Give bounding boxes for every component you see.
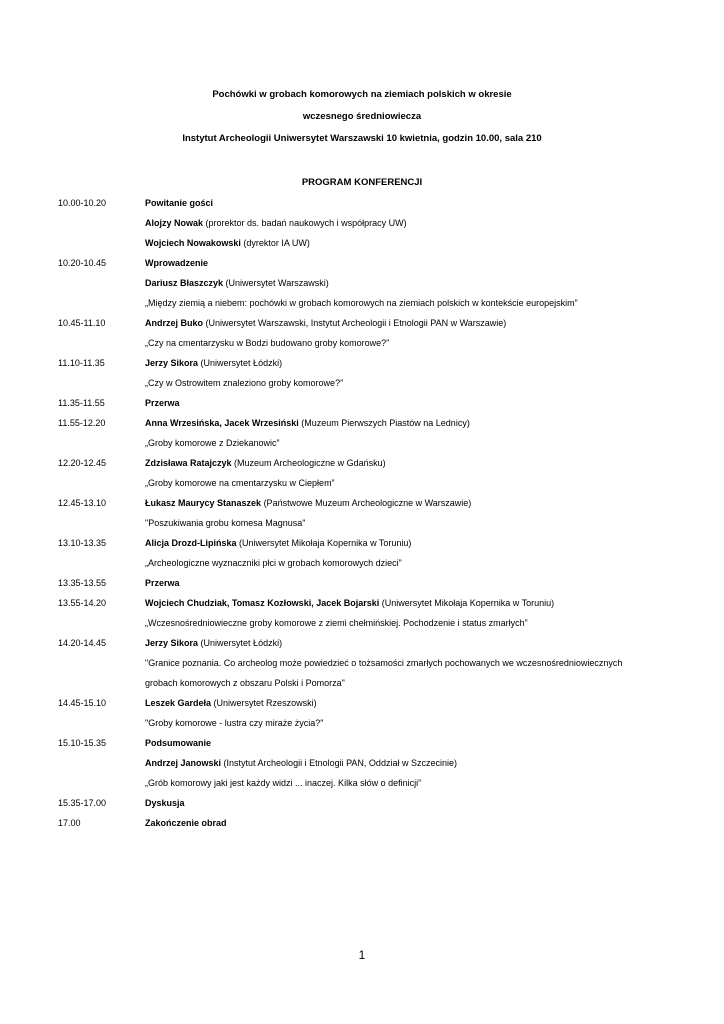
schedule-time: 17.00 [58, 818, 81, 828]
schedule-entry [145, 793, 185, 813]
entry-text: „Czy na cmentarzysku w Bodzi budowano groby komorowe?” [145, 338, 390, 348]
schedule-entry [145, 633, 282, 653]
schedule-row [0, 393, 724, 413]
entry-heading: Podsumowanie [145, 738, 212, 748]
schedule-time: 11.10-11.35 [58, 358, 105, 368]
schedule-row [0, 653, 724, 673]
schedule-entry [145, 533, 411, 553]
schedule-row [0, 273, 724, 293]
entry-text: „Czy w Ostrowitem znaleziono groby komorowe?” [145, 378, 344, 388]
program-title: PROGRAM KONFERENCJI [301, 177, 423, 188]
schedule-entry [145, 413, 470, 433]
schedule-entry [145, 453, 386, 473]
entry-text: „Wczesnośredniowieczne groby komorowe z ziemi chełmińskiej. Pochodzenie i status zmarłych” [145, 618, 528, 628]
schedule-row [0, 333, 724, 353]
entry-text: (Uniwersytet Warszawski, Instytut Archeologii i Etnologii PAN w Warszawie) [203, 318, 507, 328]
schedule-row [0, 313, 724, 333]
schedule-entry [145, 673, 345, 693]
entry-text: (Muzeum Pierwszych Piastów na Lednicy) [298, 418, 470, 428]
schedule-row [0, 593, 724, 613]
schedule-list [0, 193, 724, 833]
schedule-entry [145, 753, 457, 773]
entry-text: (Uniwersytet Warszawski) [223, 278, 329, 288]
schedule-time: 12.45-13.10 [58, 498, 107, 508]
schedule-row [0, 213, 724, 233]
schedule-row [0, 433, 724, 453]
schedule-time: 12.20-12.45 [58, 458, 107, 468]
schedule-entry [145, 653, 622, 673]
schedule-row [0, 553, 724, 573]
entry-heading: Wprowadzenie [145, 258, 209, 268]
entry-heading: Dariusz Błaszczyk [145, 278, 224, 288]
schedule-row [0, 733, 724, 753]
schedule-row [0, 293, 724, 313]
entry-text: (Instytut Archeologii i Etnologii PAN, Oddział w Szczecinie) [221, 758, 457, 768]
entry-heading: Anna Wrzesińska, Jacek Wrzesiński [145, 418, 299, 428]
page-number: 1 [358, 948, 366, 962]
entry-heading: Przerwa [145, 398, 180, 408]
schedule-row [0, 813, 724, 833]
entry-heading: Łukasz Maurycy Stanaszek [145, 498, 262, 508]
schedule-row [0, 473, 724, 493]
schedule-entry [145, 393, 180, 413]
entry-heading: Przerwa [145, 578, 180, 588]
schedule-entry [145, 493, 471, 513]
document-header [0, 84, 724, 150]
schedule-time: 10.45-11.10 [58, 318, 106, 328]
schedule-time: 13.10-13.35 [58, 538, 107, 548]
entry-heading: Zdzisława Ratajczyk [145, 458, 232, 468]
schedule-time: 11.35-11.55 [58, 398, 105, 408]
entry-text: "Poszukiwania grobu komesa Magnusa" [145, 518, 306, 528]
schedule-row [0, 613, 724, 633]
schedule-time: 15.35-17.00 [58, 798, 107, 808]
schedule-time: 14.45-15.10 [58, 698, 107, 708]
schedule-entry [145, 293, 578, 313]
schedule-entry [145, 773, 421, 793]
schedule-time: 13.35-13.55 [58, 578, 107, 588]
entry-heading: Wojciech Chudziak, Tomasz Kozłowski, Jacek Bojarski [145, 598, 380, 608]
entry-text: (Muzeum Archeologiczne w Gdańsku) [231, 458, 386, 468]
schedule-row [0, 493, 724, 513]
schedule-row [0, 453, 724, 473]
schedule-row [0, 253, 724, 273]
schedule-entry [145, 433, 280, 453]
entry-text: (Uniwersytet Rzeszowski) [211, 698, 317, 708]
entry-text: „Groby komorowe na cmentarzysku w Ciepłem” [145, 478, 335, 488]
schedule-row [0, 693, 724, 713]
schedule-entry [145, 213, 407, 233]
entry-heading: Jerzy Sikora [145, 638, 199, 648]
schedule-entry [145, 513, 305, 533]
schedule-entry [145, 273, 329, 293]
entry-text: „Między ziemią a niebem: pochówki w grobach komorowych na ziemiach polskich w kontekście europejskim” [145, 298, 578, 308]
schedule-row [0, 233, 724, 253]
schedule-entry [145, 473, 335, 493]
schedule-entry [145, 333, 389, 353]
schedule-time: 13.55-14.20 [58, 598, 107, 608]
entry-text: grobach komorowych z obszaru Polski i Pomorza" [145, 678, 345, 688]
entry-heading: Jerzy Sikora [145, 358, 199, 368]
schedule-row [0, 673, 724, 693]
schedule-time: 10.20-10.45 [58, 258, 107, 268]
entry-heading: Leszek Gardeła [145, 698, 212, 708]
schedule-entry [145, 813, 227, 833]
entry-heading: Dyskusja [145, 798, 185, 808]
schedule-row [0, 633, 724, 653]
schedule-row [0, 353, 724, 373]
entry-text: „Archeologiczne wyznaczniki płci w grobach komorowych dzieci” [145, 558, 402, 568]
schedule-entry [145, 713, 323, 733]
schedule-entry [145, 693, 317, 713]
schedule-time: 14.20-14.45 [58, 638, 107, 648]
entry-heading: Alicja Drozd-Lipińska [145, 538, 237, 548]
schedule-entry [145, 553, 402, 573]
entry-text: "Groby komorowe - lustra czy miraże życia?" [145, 718, 324, 728]
entry-heading: Zakończenie obrad [145, 818, 227, 828]
entry-text: (dyrektor IA UW) [240, 238, 310, 248]
schedule-entry [145, 193, 213, 213]
entry-text: „Grób komorowy jaki jest każdy widzi ... inaczej. Kilka słów o definicji” [145, 778, 422, 788]
schedule-row [0, 513, 724, 533]
schedule-entry [145, 233, 310, 253]
schedule-time: 15.10-15.35 [58, 738, 107, 748]
schedule-entry [145, 733, 211, 753]
schedule-entry [145, 313, 506, 333]
entry-text: "Granice poznania. Co archeolog może powiedzieć o tożsamości zmarłych pochowanych we wczesnośredniowiecznych [145, 658, 623, 668]
conference-venue-line: Instytut Archeologii Uniwersytet Warszawski 10 kwietnia, godzin 10.00, sala 210 [182, 133, 542, 144]
schedule-entry [145, 353, 282, 373]
schedule-row [0, 413, 724, 433]
schedule-row [0, 793, 724, 813]
entry-text: (Uniwersytet Łódzki) [198, 358, 283, 368]
entry-text: (Uniwersytet Mikołaja Kopernika w Toruniu) [379, 598, 555, 608]
schedule-entry [145, 613, 528, 633]
schedule-time: 10.00-10.20 [58, 198, 107, 208]
schedule-row [0, 753, 724, 773]
schedule-entry [145, 593, 554, 613]
conference-title-line-1: Pochówki w grobach komorowych na ziemiach polskich w okresie [212, 89, 512, 100]
schedule-row [0, 193, 724, 213]
schedule-entry [145, 573, 180, 593]
schedule-entry [145, 253, 208, 273]
entry-heading: Alojzy Nowak [145, 218, 204, 228]
entry-heading: Andrzej Buko [145, 318, 204, 328]
entry-text: „Groby komorowe z Dziekanowic” [145, 438, 280, 448]
entry-text: (Uniwersytet Mikołaja Kopernika w Toruniu) [236, 538, 412, 548]
schedule-row [0, 773, 724, 793]
schedule-row [0, 713, 724, 733]
entry-text: (Państwowe Muzeum Archeologiczne w Warszawie) [261, 498, 472, 508]
entry-text: (Uniwersytet Łódzki) [198, 638, 283, 648]
entry-text: (prorektor ds. badań naukowych i współpracy UW) [203, 218, 407, 228]
schedule-time: 11.55-12.20 [58, 418, 106, 428]
conference-title-line-2: wczesnego średniowiecza [302, 111, 422, 122]
schedule-row [0, 573, 724, 593]
schedule-row [0, 373, 724, 393]
entry-heading: Powitanie gości [145, 198, 214, 208]
entry-heading: Wojciech Nowakowski [145, 238, 241, 248]
schedule-entry [145, 373, 343, 393]
entry-heading: Andrzej Janowski [145, 758, 222, 768]
schedule-row [0, 533, 724, 553]
